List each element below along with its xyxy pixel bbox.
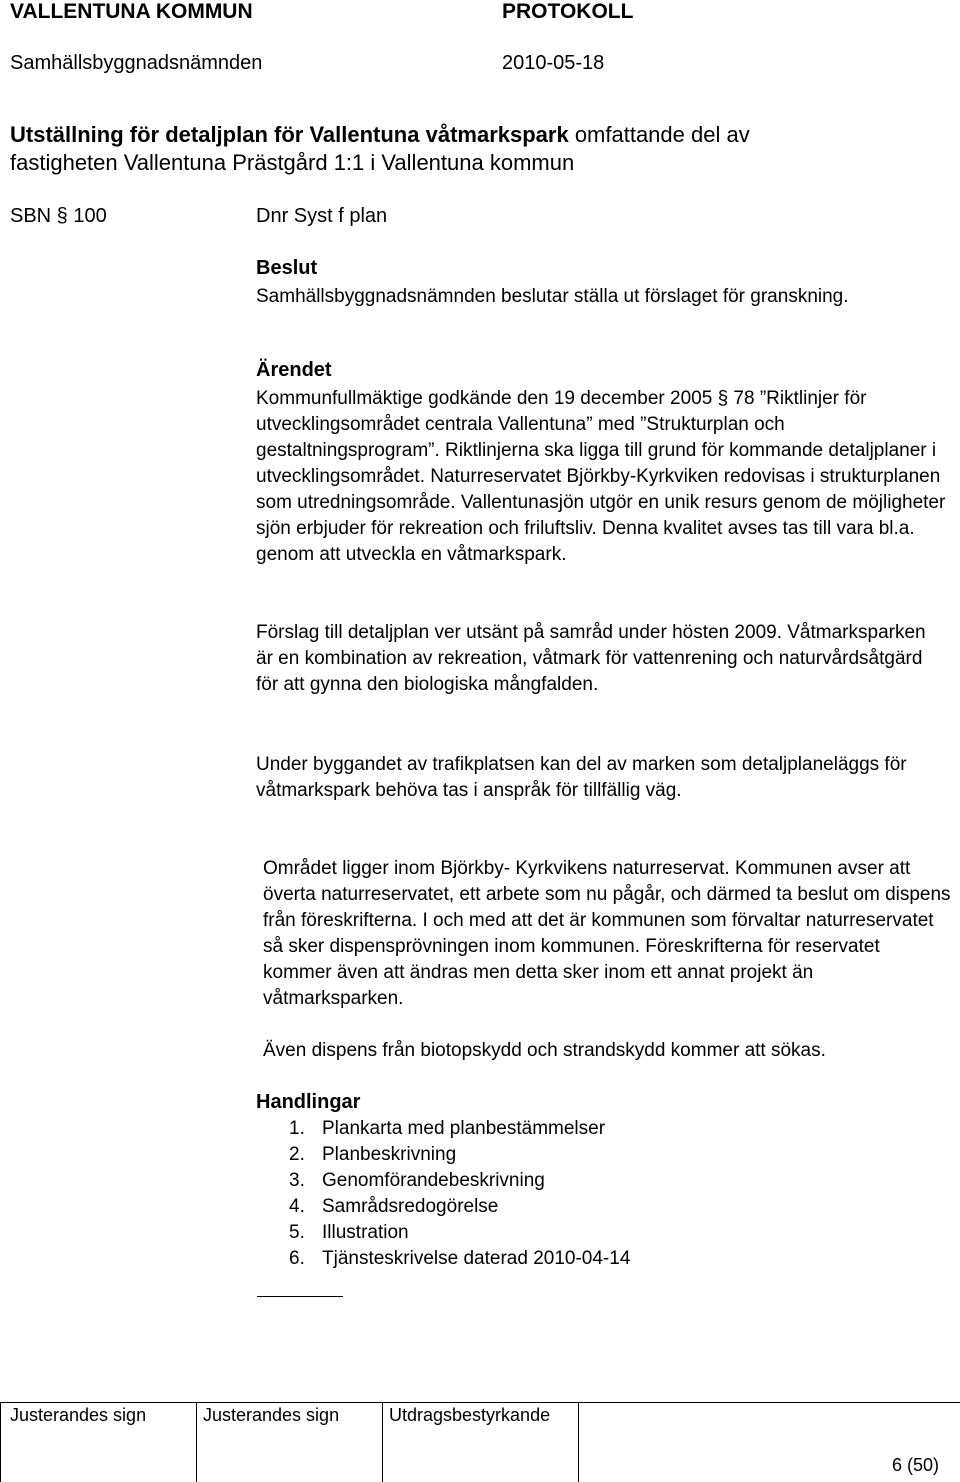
dnr-reference: Dnr Syst f plan (256, 205, 388, 227)
footer-sign-2: Justerandes sign (203, 1405, 340, 1425)
handlingar-list (289, 1116, 889, 1272)
doc-type: PROTOKOLL (502, 0, 634, 23)
footer-sign-1: Justerandes sign (10, 1405, 147, 1425)
footer-border (578, 1402, 579, 1482)
list-item: 6. Tjänsteskrivelse daterad 2010-04-14 (289, 1248, 631, 1269)
arendet-paragraph-2: Förslag till detaljplan ver utsänt på samråd under hösten 2009. Våtmarksparken är en kombination av rekreation, våtmark för vattenrening och naturvårdsåtgärd för att gynna den biologiska mångfalden. (256, 622, 926, 695)
separator-rule (257, 1296, 343, 1297)
list-item: 5. Illustration (289, 1222, 409, 1243)
list-item: 1. Plankarta med planbestämmelser (289, 1118, 606, 1139)
beslut-heading: Beslut (256, 257, 318, 279)
case-title-bold: Utställning för detaljplan för Vallentuna våtmarkspark (10, 122, 569, 147)
arendet-paragraph-3: Under byggandet av trafikplatsen kan del av marken som detaljplaneläggs för våtmarkspark behöva tas i anspråk för tillfällig väg. (256, 754, 907, 801)
footer-extract: Utdragsbestyrkande (389, 1405, 551, 1425)
list-item: 4. Samrådsredogörelse (289, 1196, 499, 1217)
committee-name: Samhällsbyggnadsnämnden (10, 52, 263, 74)
sbn-paragraph: SBN § 100 (10, 205, 107, 227)
arendet-heading: Ärendet (256, 359, 332, 381)
footer-rule (0, 1402, 960, 1403)
meeting-date: 2010-05-18 (502, 52, 605, 74)
case-title-line2: fastigheten Vallentuna Prästgård 1:1 i Vallentuna kommun (10, 150, 575, 175)
arendet-paragraph-1: Kommunfullmäktige godkände den 19 december 2005 § 78 ”Riktlinjer för utvecklingsområdet centrala Vallentuna” med ”Strukturplan och gestaltningsprogram”. Riktlinjerna ska ligga till grund för kommande detaljplaner i utvecklingsområdet. Naturreservatet Björkby-Kyrkviken redovisas i strukturplanen som utredningsområde. Vallentunasjön utgör en unik resurs genom de möjligheter sjön erbjuder för rekreation och friluftsliv. Denna kvalitet avses tas till vara bl.a. genom att utveckla en våtmarkspark. (256, 388, 946, 565)
footer-border (0, 1402, 1, 1482)
list-item: 3. Genomförandebeskrivning (289, 1170, 545, 1191)
page-number: 6 (50) (892, 1455, 940, 1475)
arendet-paragraph-4: Området ligger inom Björkby- Kyrkvikens naturreservat. Kommunen avser att överta naturreservatet, ett arbete som nu pågår, och därmed ta beslut om dispens från föreskrifterna. I och med att det är kommunen som förvaltar naturreservatet så sker dispensprövningen inom kommunen. Föreskrifterna för reservatet kommer även att ändras men detta sker inom ett annat projekt än våtmarksparken. (263, 858, 951, 1009)
footer-border (382, 1402, 383, 1482)
footer-border (196, 1402, 197, 1482)
case-title (10, 121, 940, 177)
case-title-rest: omfattande del av (568, 122, 750, 147)
beslut-text: Samhällsbyggnadsnämnden beslutar ställa ut förslaget för granskning. (256, 286, 849, 307)
list-item: 2. Planbeskrivning (289, 1144, 457, 1165)
arendet-paragraph-5: Även dispens från biotopskydd och strandskydd kommer att sökas. (263, 1040, 826, 1061)
handlingar-heading: Handlingar (256, 1091, 361, 1113)
org-name: VALLENTUNA KOMMUN (10, 0, 253, 23)
